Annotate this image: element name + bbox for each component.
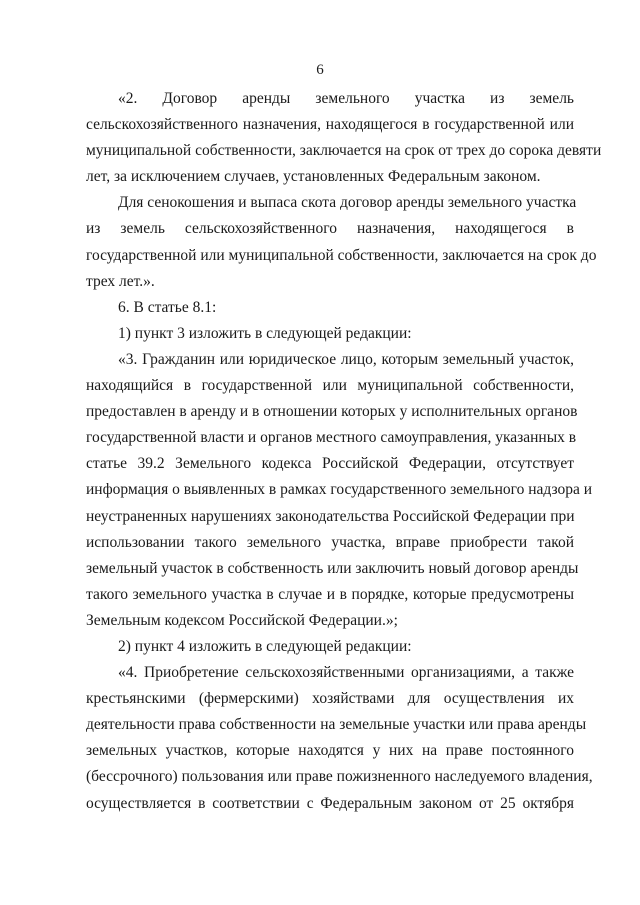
text-line: такого земельного участка в случае и в порядке, которые предусмотрены bbox=[86, 585, 574, 603]
text-line: информация о выявленных в рамках государственного земельного надзора и bbox=[86, 481, 593, 499]
text-line: Земельным кодексом Российской Федерации.»; bbox=[86, 611, 398, 629]
text-line: государственной или муниципальной собственности, заключается на срок до bbox=[86, 246, 597, 264]
document-body bbox=[86, 86, 602, 817]
paragraph bbox=[86, 190, 597, 294]
text-line: «3. Гражданин или юридическое лицо, которым земельный участок, bbox=[118, 350, 574, 368]
text-line: земельных участков, которые находятся у них на праве постоянного bbox=[86, 742, 574, 760]
paragraph bbox=[86, 321, 574, 347]
text-line: 1) пункт 3 изложить в следующей редакции: bbox=[118, 324, 412, 342]
text-line: использовании такого земельного участка, вправе приобрести такой bbox=[86, 533, 574, 551]
paragraph bbox=[86, 634, 574, 660]
page-number: 6 bbox=[316, 62, 324, 78]
text-line: «2. Договор аренды земельного участка из земель bbox=[118, 90, 574, 107]
text-line: лет, за исключением случаев, установленных Федеральным законом. bbox=[86, 168, 541, 186]
text-line: «4. Приобретение сельскохозяйственными организациями, а также bbox=[118, 664, 574, 682]
text-line: неустраненных нарушениях законодательства Российской Федерации при bbox=[86, 507, 575, 525]
text-line: предоставлен в аренду и в отношении которых у исполнительных органов bbox=[86, 403, 578, 421]
paragraph bbox=[86, 660, 593, 817]
text-line: из земель сельскохозяйственного назначения, находящегося в bbox=[86, 220, 574, 238]
text-line: крестьянскими (фермерскими) хозяйствами для осуществления их bbox=[86, 690, 574, 708]
text-line: (бессрочного) пользования или праве пожизненного наследуемого владения, bbox=[86, 768, 593, 786]
text-line: 2) пункт 4 изложить в следующей редакции: bbox=[118, 637, 412, 655]
text-line: осуществляется в соответствии с Федеральным законом от 25 октября bbox=[86, 794, 574, 812]
text-line: статье 39.2 Земельного кодекса Российской Федерации, отсутствует bbox=[86, 455, 574, 473]
text-line: сельскохозяйственного назначения, находящегося в государственной или bbox=[86, 116, 574, 134]
paragraph bbox=[86, 86, 602, 190]
text-line: находящийся в государственной или муниципальной собственности, bbox=[86, 377, 574, 395]
paragraph bbox=[86, 295, 574, 321]
text-line: земельный участок в собственность или заключить новый договор аренды bbox=[86, 559, 579, 577]
text-line: Для сенокошения и выпаса скота договор аренды земельного участка bbox=[118, 194, 577, 212]
text-line: государственной власти и органов местного самоуправления, указанных в bbox=[86, 429, 577, 447]
text-line: муниципальной собственности, заключается на срок от трех до сорока девяти bbox=[86, 142, 602, 160]
text-line: трех лет.». bbox=[86, 272, 155, 290]
text-line: деятельности права собственности на земельные участки или права аренды bbox=[86, 716, 587, 734]
text-line: 6. В статье 8.1: bbox=[118, 298, 217, 316]
paragraph bbox=[86, 347, 593, 634]
